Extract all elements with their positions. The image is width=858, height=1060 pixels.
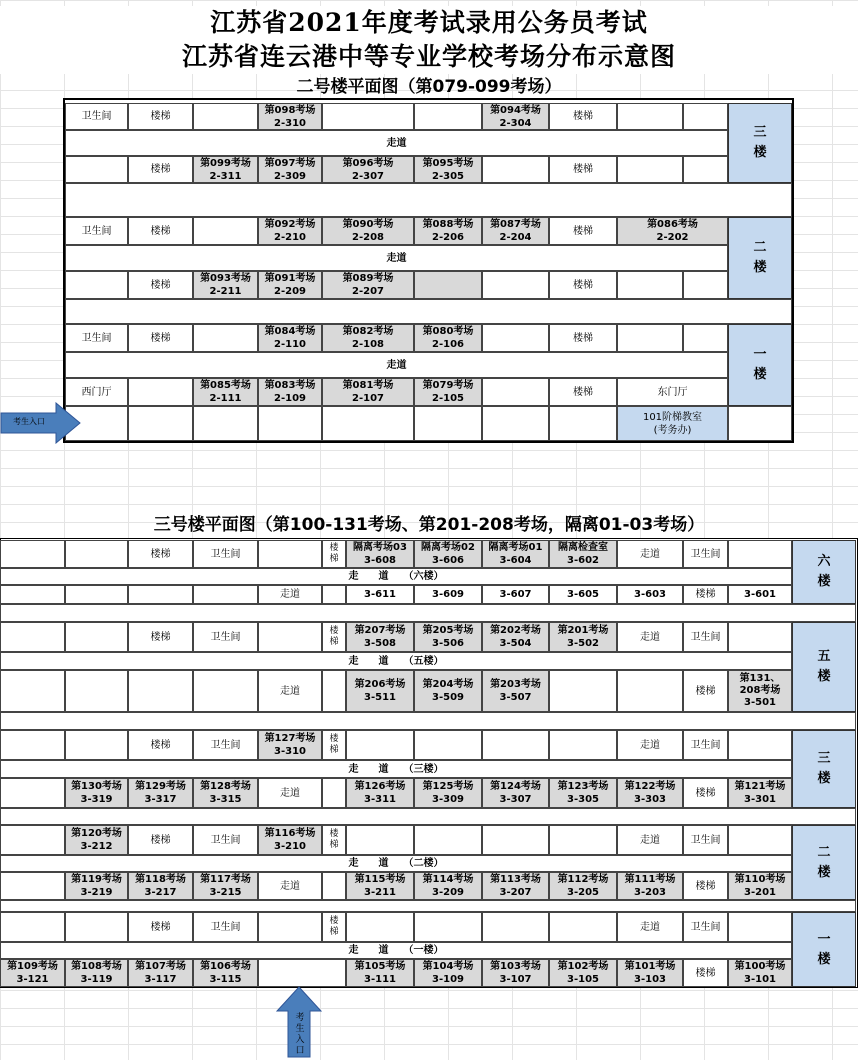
b2-east-hall: 东门厅 [617, 378, 728, 406]
b3-room-131-208: 第131、 208考场 3-501 [728, 670, 792, 712]
b2-room-097: 第097考场 2-309 [258, 156, 322, 183]
b3-room-601: 3-601 [728, 585, 792, 604]
b2-f1-stairs-right: 楼梯 [549, 324, 617, 352]
b3-f2-walk: 走道 [617, 825, 683, 855]
b3-room-122: 第122考场 3-303 [617, 778, 683, 808]
b3-iso-01: 隔离考场01 3-604 [482, 540, 549, 568]
b3-f5-cell [193, 670, 258, 712]
b2-room-081: 第081考场 2-107 [322, 378, 414, 406]
b3-room-207: 第207考场 3-508 [346, 622, 414, 652]
b3-f6-corridor: 走 道 （六楼） [0, 568, 792, 585]
b2-f3-cell [683, 156, 728, 183]
b2-f1-cell [683, 324, 728, 352]
b3-f1-stairs2: 楼梯 [683, 959, 728, 987]
b3-room-128: 第128考场 3-315 [193, 778, 258, 808]
b2-f2-grey-cell [414, 271, 482, 299]
b3-f1-stairs: 楼梯 [128, 912, 193, 942]
b2-entrance-label: 考生入口 [13, 417, 45, 426]
b3-f6-walk: 走道 [617, 540, 683, 568]
b3-room-121: 第121考场 3-301 [728, 778, 792, 808]
b3-room-100: 第100考场 3-101 [728, 959, 792, 987]
b2-f3-corridor: 走道 [65, 130, 728, 156]
b2-room-084: 第084考场 2-110 [258, 324, 322, 352]
b3-f3-stairs2: 楼梯 [683, 778, 728, 808]
b3-room-109: 第109考场 3-121 [0, 959, 65, 987]
b3-room-204: 第204考场 3-509 [414, 670, 482, 712]
b3-iso-03: 隔离考场03 3-608 [346, 540, 414, 568]
b3-gap [0, 604, 856, 622]
b3-f3-cell [65, 730, 128, 760]
b2-f3-cell [414, 103, 482, 130]
b3-room-101: 第101考场 3-103 [617, 959, 683, 987]
b2-f1-cell [549, 406, 617, 441]
b2-room-099: 第099考场 2-311 [193, 156, 258, 183]
b2-f2-stairs-left: 楼梯 [128, 217, 193, 245]
b2-room-093: 第093考场 2-211 [193, 271, 258, 299]
b3-floor6-label-text: 六 楼 [817, 554, 831, 589]
b3-f2-corridor: 走 道 （二楼） [0, 855, 792, 872]
b3-room-605: 3-605 [549, 585, 617, 604]
b3-f6-cell [322, 585, 346, 604]
b2-f3-stairs-left: 楼梯 [128, 103, 193, 130]
b2-room-080: 第080考场 2-106 [414, 324, 482, 352]
b2-f1-cell [128, 378, 193, 406]
b3-room-123: 第123考场 3-305 [549, 778, 617, 808]
b3-floor6-label [792, 540, 856, 604]
b3-f5-corridor: 走 道 （五楼） [0, 652, 792, 670]
b2-f2-cell [65, 271, 128, 299]
b2-f1-stairs-left: 楼梯 [128, 324, 193, 352]
b3-f3-cell [0, 778, 65, 808]
b3-f2-cell [482, 825, 549, 855]
b2-f3-stairs-right: 楼梯 [549, 103, 617, 130]
b3-f6-stairs2: 楼梯 [683, 585, 728, 604]
b2-f1-cell [128, 406, 193, 441]
b2-f3-stairs-left2: 楼梯 [128, 156, 193, 183]
b2-f1-cell [322, 406, 414, 441]
b3-f1-cell [728, 912, 792, 942]
b3-f1-cell [65, 912, 128, 942]
b3-f5-cell [549, 670, 617, 712]
b2-room-087: 第087考场 2-204 [482, 217, 549, 245]
b2-f3-cell [683, 103, 728, 130]
b2-gap [65, 183, 792, 217]
b3-f3-cell [346, 730, 414, 760]
b3-floor3-label-text: 三 楼 [817, 751, 831, 786]
b3-room-102: 第102考场 3-105 [549, 959, 617, 987]
b3-f5-cell [617, 670, 683, 712]
page-subtitle: 江苏省连云港中等专业学校考场分布示意图 [0, 40, 858, 74]
b3-f3-cell [414, 730, 482, 760]
b3-f6-toilet: 卫生间 [193, 540, 258, 568]
b3-room-126: 第126考场 3-311 [346, 778, 414, 808]
b2-floor1-label-text: 一 楼 [753, 347, 767, 382]
b3-f5-cell [258, 622, 322, 652]
b3-f2-stairs2: 楼梯 [683, 872, 728, 900]
b3-f6-cell [0, 585, 65, 604]
b3-floor5-label [792, 622, 856, 712]
b3-entrance-label: 考生入口 [293, 1012, 304, 1056]
b3-f2-cell [414, 825, 482, 855]
b2-f3-cell [617, 103, 683, 130]
b2-f2-stairs-right: 楼梯 [549, 217, 617, 245]
b2-room-082: 第082考场 2-108 [322, 324, 414, 352]
b3-room-203: 第203考场 3-507 [482, 670, 549, 712]
b2-room-094: 第094考场 2-304 [482, 103, 549, 130]
b2-gap [65, 299, 792, 324]
b3-f2-toilet2: 卫生间 [683, 825, 728, 855]
b2-f2-toilet: 卫生间 [65, 217, 128, 245]
b3-f2-cell [0, 872, 65, 900]
b3-floor5-label-text: 五 楼 [817, 649, 831, 684]
b3-room-127: 第127考场 3-310 [258, 730, 322, 760]
b3-room-609: 3-609 [414, 585, 482, 604]
b3-room-603: 3-603 [617, 585, 683, 604]
b3-f5-cell [728, 622, 792, 652]
b3-f1-corridor: 走 道 （一楼） [0, 942, 792, 959]
b3-f2-cell [0, 825, 65, 855]
b2-f1-cell [193, 324, 258, 352]
b2-f2-stairs-right2: 楼梯 [549, 271, 617, 299]
b3-f1-cell [346, 912, 414, 942]
b2-floor1-label [728, 324, 792, 406]
b2-room-079: 第079考场 2-105 [414, 378, 482, 406]
b3-f6-cell [728, 540, 792, 568]
b3-room-104: 第104考场 3-109 [414, 959, 482, 987]
b2-room-088: 第088考场 2-206 [414, 217, 482, 245]
b3-f3-cell [0, 730, 65, 760]
b3-room-205: 第205考场 3-506 [414, 622, 482, 652]
b3-room-120: 第120考场 3-212 [65, 825, 128, 855]
b3-f6-toilet2: 卫生间 [683, 540, 728, 568]
b3-f1-cell [258, 912, 322, 942]
b3-iso-check: 隔离检查室 3-602 [549, 540, 617, 568]
b2-f3-cell [322, 103, 414, 130]
building3-title: 三号楼平面图（第100-131考场、第201-208考场，隔离01-03考场） [153, 515, 705, 535]
b3-f5-cell [65, 622, 128, 652]
b3-room-106: 第106考场 3-115 [193, 959, 258, 987]
b3-room-107: 第107考场 3-117 [128, 959, 193, 987]
b3-f3-toilet: 卫生间 [193, 730, 258, 760]
b3-f3-stairs-v: 楼 梯 [322, 730, 346, 760]
b3-f6-cell [128, 585, 193, 604]
b2-f1-cell [728, 406, 792, 441]
b3-room-119: 第119考场 3-219 [65, 872, 128, 900]
b2-room-083: 第083考场 2-109 [258, 378, 322, 406]
b2-room-089: 第089考场 2-207 [322, 271, 414, 299]
b3-f3-cell [728, 730, 792, 760]
b3-f2-stairs-v: 楼 梯 [322, 825, 346, 855]
b3-f6-walk2: 走道 [258, 585, 322, 604]
b2-f1-cell [482, 324, 549, 352]
b3-f2-walk2: 走道 [258, 872, 322, 900]
b3-room-114: 第114考场 3-209 [414, 872, 482, 900]
b2-f1-cell [482, 406, 549, 441]
b2-f1-cell [414, 406, 482, 441]
b3-f5-stairs2: 楼梯 [683, 670, 728, 712]
b3-room-607: 3-607 [482, 585, 549, 604]
b2-f1-stairs-right2: 楼梯 [549, 378, 617, 406]
b3-room-202: 第202考场 3-504 [482, 622, 549, 652]
b2-f1-corridor: 走道 [65, 352, 728, 378]
b3-f2-cell [549, 825, 617, 855]
b3-f6-stairs: 楼梯 [128, 540, 193, 568]
b3-f2-cell [322, 872, 346, 900]
b3-room-112: 第112考场 3-205 [549, 872, 617, 900]
b2-west-hall: 西门厅 [65, 378, 128, 406]
b3-room-206: 第206考场 3-511 [346, 670, 414, 712]
b3-f5-walk: 走道 [617, 622, 683, 652]
b3-floor1-label-text: 一 楼 [817, 931, 831, 967]
b2-lecture-hall-101: 101阶梯教室 (考务办) [617, 406, 728, 441]
b3-room-124: 第124考场 3-307 [482, 778, 549, 808]
b3-f6-cell [65, 540, 128, 568]
b2-room-096: 第096考场 2-307 [322, 156, 414, 183]
b3-f5-stairs: 楼梯 [128, 622, 193, 652]
b3-f3-cell [549, 730, 617, 760]
b3-room-105: 第105考场 3-111 [346, 959, 414, 987]
b2-floor2-label [728, 217, 792, 299]
b3-room-116: 第116考场 3-210 [258, 825, 322, 855]
b3-f3-corridor: 走 道 （三楼） [0, 760, 792, 778]
b2-f2-cell [193, 217, 258, 245]
b3-floor1-label [792, 912, 856, 987]
b3-f1-cell [0, 912, 65, 942]
b2-floor3-label-text: 三 楼 [753, 125, 767, 160]
b3-f1-cell [549, 912, 617, 942]
b3-f3-walk: 走道 [617, 730, 683, 760]
b2-room-095: 第095考场 2-305 [414, 156, 482, 183]
b2-room-085: 第085考场 2-111 [193, 378, 258, 406]
b3-f3-toilet2: 卫生间 [683, 730, 728, 760]
b2-f1-cell [258, 406, 322, 441]
b2-floor3-label [728, 103, 792, 183]
b3-f5-toilet: 卫生间 [193, 622, 258, 652]
b3-floor2-label [792, 825, 856, 900]
b3-floor2-label-text: 二 楼 [817, 844, 831, 880]
b3-gap [0, 808, 856, 825]
b3-f3-cell [482, 730, 549, 760]
b3-room-108: 第108考场 3-119 [65, 959, 128, 987]
b3-f1-walk: 走道 [617, 912, 683, 942]
b3-room-113: 第113考场 3-207 [482, 872, 549, 900]
b2-f2-stairs-left2: 楼梯 [128, 271, 193, 299]
b2-f3-cell [193, 103, 258, 130]
b2-f3-cell [482, 156, 549, 183]
b2-f2-cell [683, 271, 728, 299]
b2-floor2-label-text: 二 楼 [753, 240, 767, 275]
b3-f1-toilet: 卫生间 [193, 912, 258, 942]
b3-f2-stairs: 楼梯 [128, 825, 193, 855]
b3-f1-entrance-hall [258, 959, 346, 987]
b2-f1-cell [193, 406, 258, 441]
b3-f5-cell [128, 670, 193, 712]
b3-f1-stairs-v: 楼 梯 [322, 912, 346, 942]
b3-f2-toilet: 卫生间 [193, 825, 258, 855]
b2-f3-toilet: 卫生间 [65, 103, 128, 130]
b3-room-117: 第117考场 3-215 [193, 872, 258, 900]
b2-f3-cell [617, 156, 683, 183]
b3-room-130: 第130考场 3-319 [65, 778, 128, 808]
b3-f1-cell [414, 912, 482, 942]
b3-room-129: 第129考场 3-317 [128, 778, 193, 808]
b2-f1-cell [482, 378, 549, 406]
b3-room-110: 第110考场 3-201 [728, 872, 792, 900]
b3-room-125: 第125考场 3-309 [414, 778, 482, 808]
b3-gap [0, 712, 856, 730]
b3-f5-cell [65, 670, 128, 712]
b3-f6-cell [258, 540, 322, 568]
b3-f5-cell [0, 670, 65, 712]
b3-f5-walk2: 走道 [258, 670, 322, 712]
b3-f6-cell [193, 585, 258, 604]
b2-room-098: 第098考场 2-310 [258, 103, 322, 130]
b3-f6-cell [65, 585, 128, 604]
b3-f5-cell [322, 670, 346, 712]
page-title: 江苏省2021年度考试录用公务员考试 [0, 6, 858, 40]
b2-room-091: 第091考场 2-209 [258, 271, 322, 299]
b2-room-086: 第086考场 2-202 [617, 217, 728, 245]
b3-room-611: 3-611 [346, 585, 414, 604]
b3-f3-stairs: 楼梯 [128, 730, 193, 760]
b3-f3-cell [322, 778, 346, 808]
b3-f3-walk2: 走道 [258, 778, 322, 808]
b3-f1-cell [482, 912, 549, 942]
b2-f3-cell [65, 156, 128, 183]
b3-f5-stairs-v: 楼 梯 [322, 622, 346, 652]
building2-title: 二号楼平面图（第079-099考场） [296, 77, 562, 97]
b2-f1-cell [617, 324, 683, 352]
b2-f3-stairs-right2: 楼梯 [549, 156, 617, 183]
b3-iso-02: 隔离考场02 3-606 [414, 540, 482, 568]
b2-f2-cell [617, 271, 683, 299]
b3-f2-cell [728, 825, 792, 855]
b2-f2-cell [482, 271, 549, 299]
b3-f1-toilet2: 卫生间 [683, 912, 728, 942]
b2-room-092: 第092考场 2-210 [258, 217, 322, 245]
b3-floor3-label [792, 730, 856, 808]
b2-f2-corridor: 走道 [65, 245, 728, 271]
b3-room-103: 第103考场 3-107 [482, 959, 549, 987]
b3-f2-cell [346, 825, 414, 855]
b3-f6-stairs-v: 楼 梯 [322, 540, 346, 568]
b2-room-090: 第090考场 2-208 [322, 217, 414, 245]
b3-f5-toilet2: 卫生间 [683, 622, 728, 652]
b3-f5-cell [0, 622, 65, 652]
b3-room-118: 第118考场 3-217 [128, 872, 193, 900]
b3-room-115: 第115考场 3-211 [346, 872, 414, 900]
b3-room-201: 第201考场 3-502 [549, 622, 617, 652]
b3-f6-cell [0, 540, 65, 568]
b2-f1-toilet: 卫生间 [65, 324, 128, 352]
b3-gap [0, 900, 856, 912]
b3-room-111: 第111考场 3-203 [617, 872, 683, 900]
